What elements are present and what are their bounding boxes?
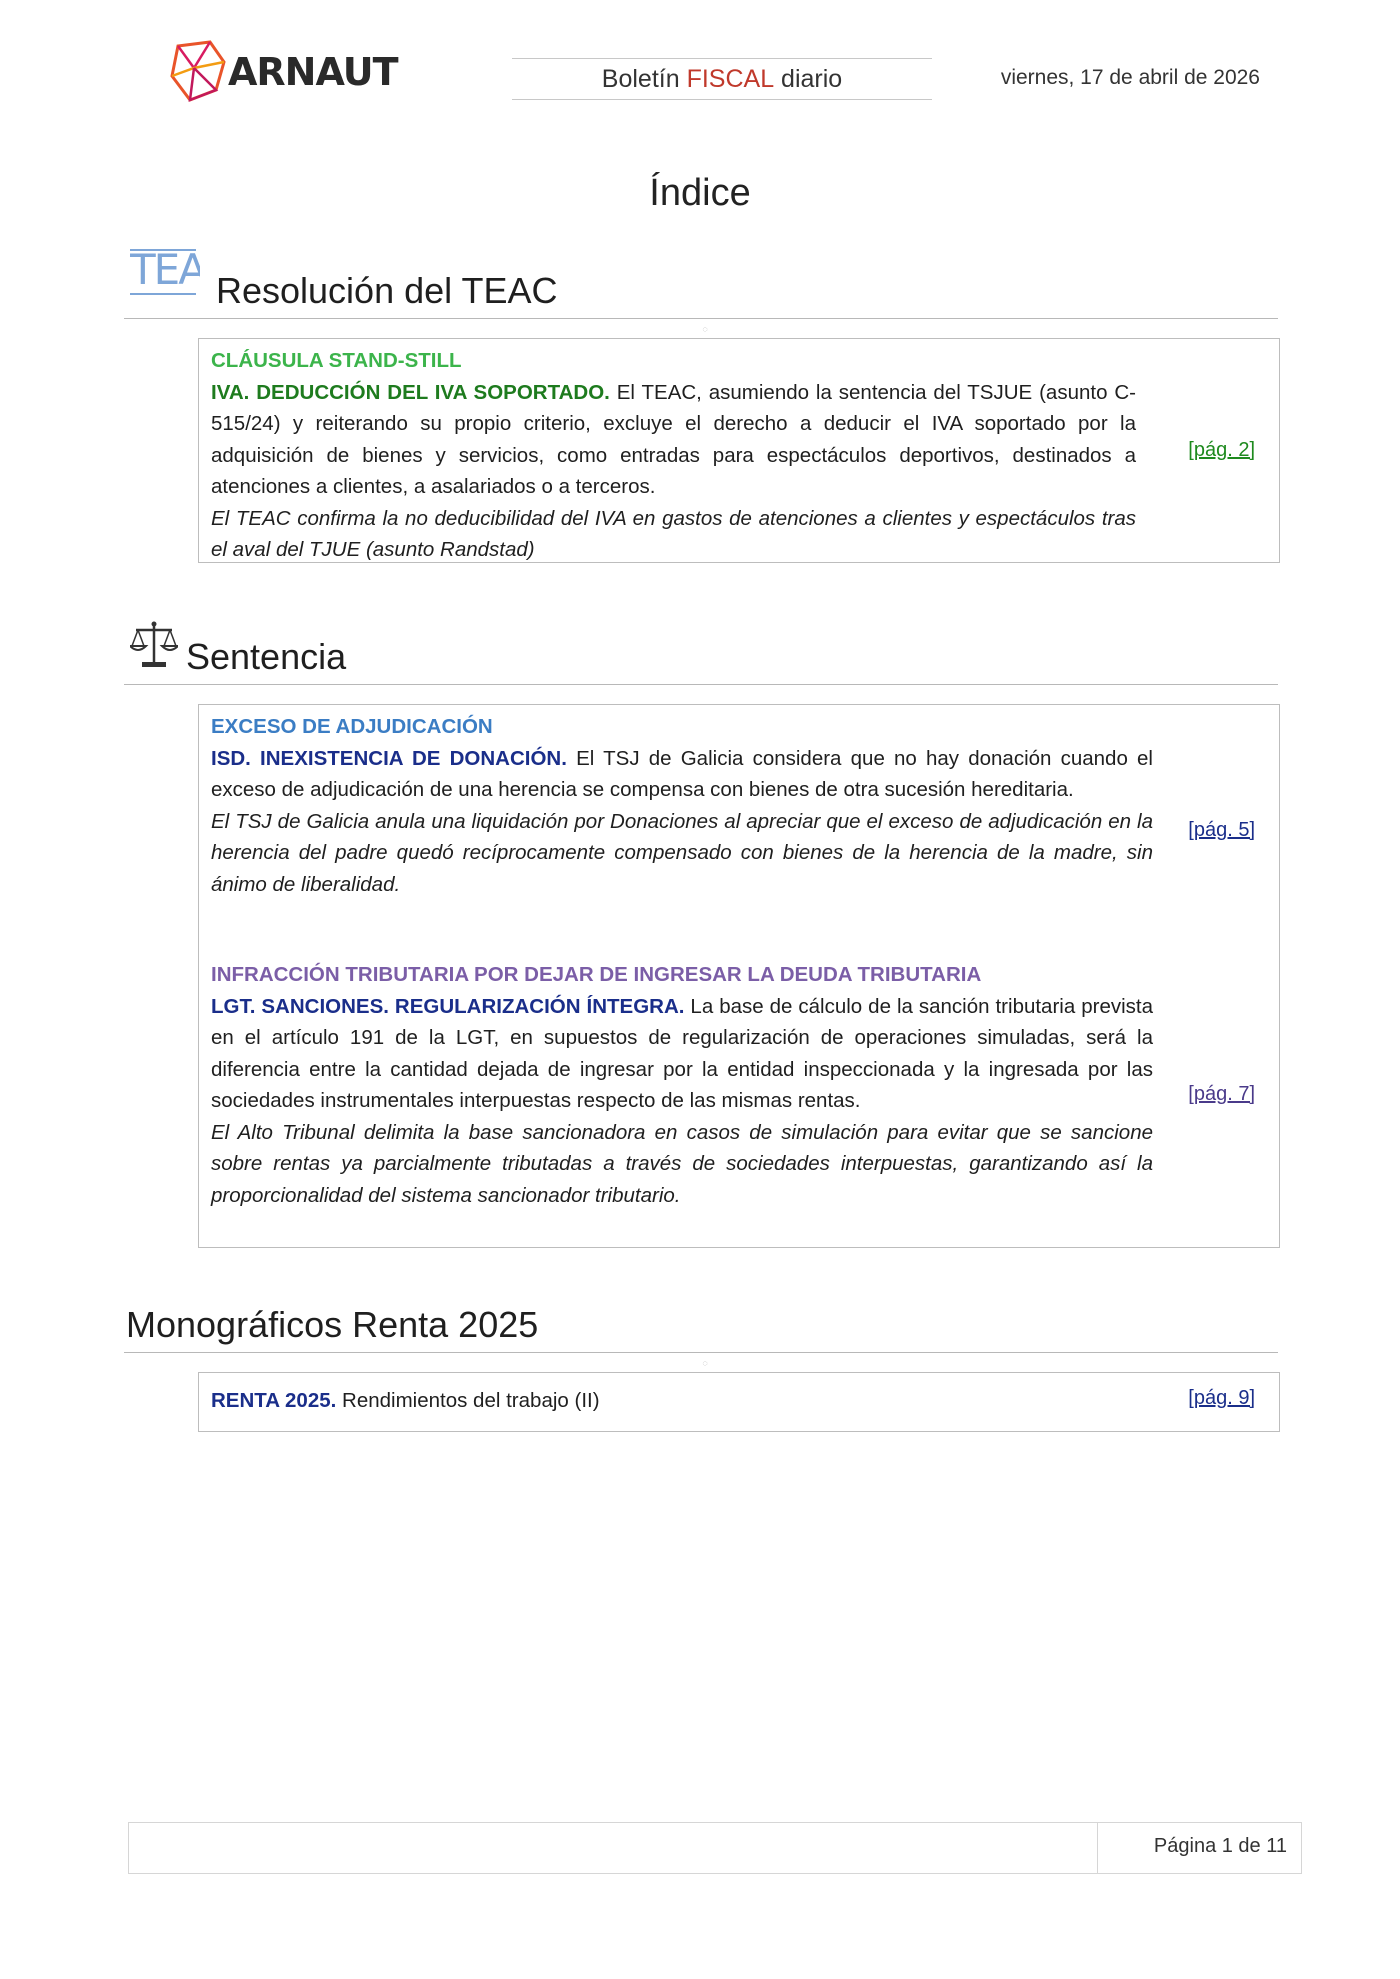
section-box-renta xyxy=(198,1372,1280,1432)
index-entry[interactable] xyxy=(211,345,1267,566)
entry-lead: LGT. SANCIONES. REGULARIZACIÓN ÍNTEGRA. xyxy=(211,994,685,1018)
section-heading-renta xyxy=(124,1290,1278,1353)
entry-body: Rendimientos del trabajo (II) xyxy=(336,1389,600,1412)
index-entry[interactable] xyxy=(211,959,1267,1211)
arnaut-logo-icon xyxy=(170,40,228,104)
entry-lead: IVA. DEDUCCIÓN DEL IVA SOPORTADO. xyxy=(211,380,610,404)
bulletin-title-pre: Boletín xyxy=(601,64,687,93)
index-title: Índice xyxy=(649,172,751,214)
section-heading-teac xyxy=(124,246,1278,319)
entry-category: INFRACCIÓN TRIBUTARIA POR DEJAR DE INGRESAR LA DEUDA TRIBUTARIA xyxy=(211,963,982,986)
footer-divider xyxy=(1097,1823,1098,1873)
anchor-icon: ◌ xyxy=(702,324,708,334)
anchor-icon: ◌ xyxy=(702,1358,708,1368)
entry-body: La base de cálculo de la sanción tributaria prevista en el artículo 191 de la LGT, en supuestos de regularización de operaciones simuladas, será la diferencia entre la cantidad dejada de ingresar por la entidad inspeccionada y la ingresada por las sociedades instrumentales interpuestas respecto de las mismas rentas. xyxy=(211,994,1153,1112)
logo-text: ARNAUT xyxy=(228,50,398,94)
entry-body: El TEAC, asumiendo la sentencia del TSJUE (asunto C-515/24) y reiterando su propio criterio, excluye el derecho a deducir el IVA soportado por la adquisición de bienes y servicios, como entradas para espectáculos deportivos, destinados a atenciones a clientes, a asalariados o a terceros. xyxy=(211,380,1136,498)
page-link[interactable]: [pág. 9] xyxy=(1188,1387,1255,1409)
entry-category: EXCESO DE ADJUDICACIÓN xyxy=(211,715,493,738)
page-link[interactable]: [pág. 2] xyxy=(1188,439,1255,461)
entry-lead: ISD. INEXISTENCIA DE DONACIÓN. xyxy=(211,746,567,770)
tea-logo-icon xyxy=(130,246,200,303)
bulletin-title-post: diario xyxy=(774,64,843,93)
page-link[interactable]: [pág. 7] xyxy=(1188,1083,1255,1105)
entry-category: CLÁUSULA STAND-STILL xyxy=(211,349,462,372)
index-entry[interactable] xyxy=(211,1385,1267,1417)
section-heading-sentencia xyxy=(124,612,1278,685)
bulletin-title xyxy=(512,58,932,100)
page-number: Página 1 de 11 xyxy=(1153,1835,1287,1857)
page-footer xyxy=(128,1822,1302,1874)
bulletin-title-accent: FISCAL xyxy=(686,64,775,93)
scales-icon xyxy=(130,618,178,675)
bulletin-date: viernes, 17 de abril de 2026 xyxy=(1000,66,1260,89)
entry-summary: El TEAC confirma la no deducibilidad del IVA en gastos de atenciones a clientes y espectáculos tras el aval del TJUE (asunto Randstad) xyxy=(211,506,1136,561)
page-link[interactable]: [pág. 5] xyxy=(1188,819,1255,841)
section-box-teac xyxy=(198,338,1280,563)
entry-summary: El TSJ de Galicia anula una liquidación por Donaciones al apreciar que el exceso de adjudicación en la herencia del padre quedó recíprocamente compensado con bienes de la herencia de la madre, sin ánimo de liberalidad. xyxy=(211,809,1153,896)
entry-lead: RENTA 2025. xyxy=(211,1389,337,1412)
section-box-sentencia xyxy=(198,704,1280,1248)
section-title: Monográficos Renta 2025 xyxy=(126,1304,539,1345)
section-title: Resolución del TEAC xyxy=(216,270,558,311)
entry-summary: El Alto Tribunal delimita la base sancionadora en casos de simulación para evitar que se sancione sobre rentas ya parcialmente tributadas a través de sociedades interpuestas, garantizando así la proporcionalidad del sistema sancionador tributario. xyxy=(211,1120,1153,1207)
tea-logo-text: TEA xyxy=(130,246,200,294)
section-title: Sentencia xyxy=(186,636,347,677)
index-entry[interactable] xyxy=(211,711,1267,900)
entry-body: El TSJ de Galicia considera que no hay donación cuando el exceso de adjudicación de una herencia se compensa con bienes de otra sucesión hereditaria. xyxy=(211,746,1153,801)
